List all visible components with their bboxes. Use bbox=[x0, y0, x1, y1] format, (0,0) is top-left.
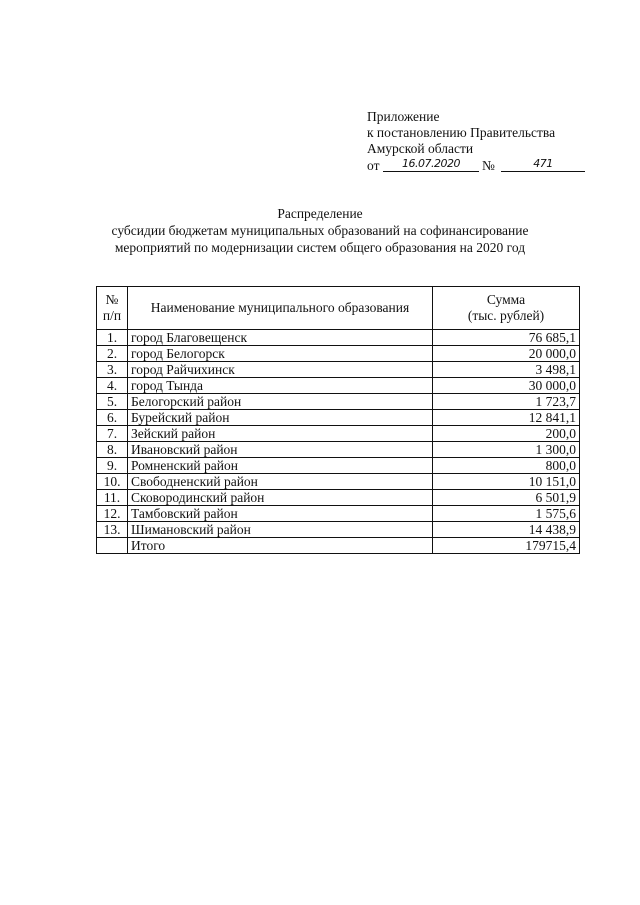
subsidy-amount: 10 151,0 bbox=[433, 474, 580, 490]
municipality-name: город Райчихинск bbox=[128, 362, 433, 378]
municipality-name: город Белогорск bbox=[128, 346, 433, 362]
municipality-name: Ромненский район bbox=[128, 458, 433, 474]
row-number: 9. bbox=[97, 458, 128, 474]
header-num: № п/п bbox=[97, 287, 128, 330]
subsidy-amount: 3 498,1 bbox=[433, 362, 580, 378]
subsidy-amount: 12 841,1 bbox=[433, 410, 580, 426]
table-row bbox=[97, 490, 580, 506]
row-number: 8. bbox=[97, 442, 128, 458]
table-row bbox=[97, 474, 580, 490]
document-title: Распределение bbox=[277, 206, 363, 221]
subsidy-amount: 20 000,0 bbox=[433, 346, 580, 362]
municipality-name: Свободненский район bbox=[128, 474, 433, 490]
subsidy-amount: 800,0 bbox=[433, 458, 580, 474]
row-number: 6. bbox=[97, 410, 128, 426]
date-prefix: от bbox=[367, 158, 380, 173]
row-number: 11. bbox=[97, 490, 128, 506]
municipality-name: Бурейский район bbox=[128, 410, 433, 426]
municipality-name: Сковородинский район bbox=[128, 490, 433, 506]
table-row bbox=[97, 410, 580, 426]
municipality-name: Тамбовский район bbox=[128, 506, 433, 522]
document-subtitle-line-2: мероприятий по модернизации систем общего образования на 2020 год bbox=[114, 240, 526, 255]
table-row bbox=[97, 442, 580, 458]
row-number: 2. bbox=[97, 346, 128, 362]
header-sum-title: Сумма bbox=[486, 292, 526, 307]
table-row bbox=[97, 426, 580, 442]
number-prefix: № bbox=[482, 158, 495, 173]
subsidy-amount: 76 685,1 bbox=[433, 330, 580, 346]
total-empty-cell bbox=[97, 538, 128, 554]
row-number: 13. bbox=[97, 522, 128, 538]
table-row bbox=[97, 506, 580, 522]
subsidy-amount: 6 501,9 bbox=[433, 490, 580, 506]
row-number: 12. bbox=[97, 506, 128, 522]
total-row bbox=[97, 538, 580, 554]
municipality-name: Ивановский район bbox=[128, 442, 433, 458]
table-row bbox=[97, 346, 580, 362]
row-number: 5. bbox=[97, 394, 128, 410]
distribution-table bbox=[96, 286, 580, 554]
row-number: 10. bbox=[97, 474, 128, 490]
document-subtitle-line-1: субсидии бюджетам муниципальных образований на софинансирование bbox=[111, 223, 529, 238]
municipality-name: город Тында bbox=[128, 378, 433, 394]
row-number: 1. bbox=[97, 330, 128, 346]
total-label: Итого bbox=[128, 538, 433, 554]
subsidy-amount: 1 300,0 bbox=[433, 442, 580, 458]
subsidy-amount: 200,0 bbox=[433, 426, 580, 442]
table-row bbox=[97, 330, 580, 346]
table-header-row bbox=[97, 287, 580, 330]
table-row bbox=[97, 378, 580, 394]
municipality-name: Белогорский район bbox=[128, 394, 433, 410]
subsidy-amount: 1 575,6 bbox=[433, 506, 580, 522]
table-row bbox=[97, 394, 580, 410]
table-row bbox=[97, 522, 580, 538]
header-sum bbox=[433, 287, 580, 330]
municipality-name: город Благовещенск bbox=[128, 330, 433, 346]
row-number: 3. bbox=[97, 362, 128, 378]
subsidy-amount: 1 723,7 bbox=[433, 394, 580, 410]
total-amount: 179715,4 bbox=[433, 538, 580, 554]
decree-number-handwritten: 471 bbox=[501, 157, 585, 172]
appendix-block bbox=[367, 109, 555, 157]
decree-date-handwritten: 16.07.2020 bbox=[383, 157, 479, 172]
municipality-name: Шимановский район bbox=[128, 522, 433, 538]
header-sum-unit: (тыс. рублей) bbox=[467, 308, 545, 323]
header-name: Наименование муниципального образования bbox=[128, 287, 433, 330]
appendix-reference: к постановлению Правительства bbox=[367, 125, 556, 140]
table-row bbox=[97, 458, 580, 474]
row-number: 7. bbox=[97, 426, 128, 442]
appendix-region: Амурской области bbox=[367, 141, 474, 156]
row-number: 4. bbox=[97, 378, 128, 394]
subsidy-amount: 30 000,0 bbox=[433, 378, 580, 394]
appendix-title: Приложение bbox=[367, 109, 440, 124]
table-row bbox=[97, 362, 580, 378]
municipality-name: Зейский район bbox=[128, 426, 433, 442]
subsidy-amount: 14 438,9 bbox=[433, 522, 580, 538]
